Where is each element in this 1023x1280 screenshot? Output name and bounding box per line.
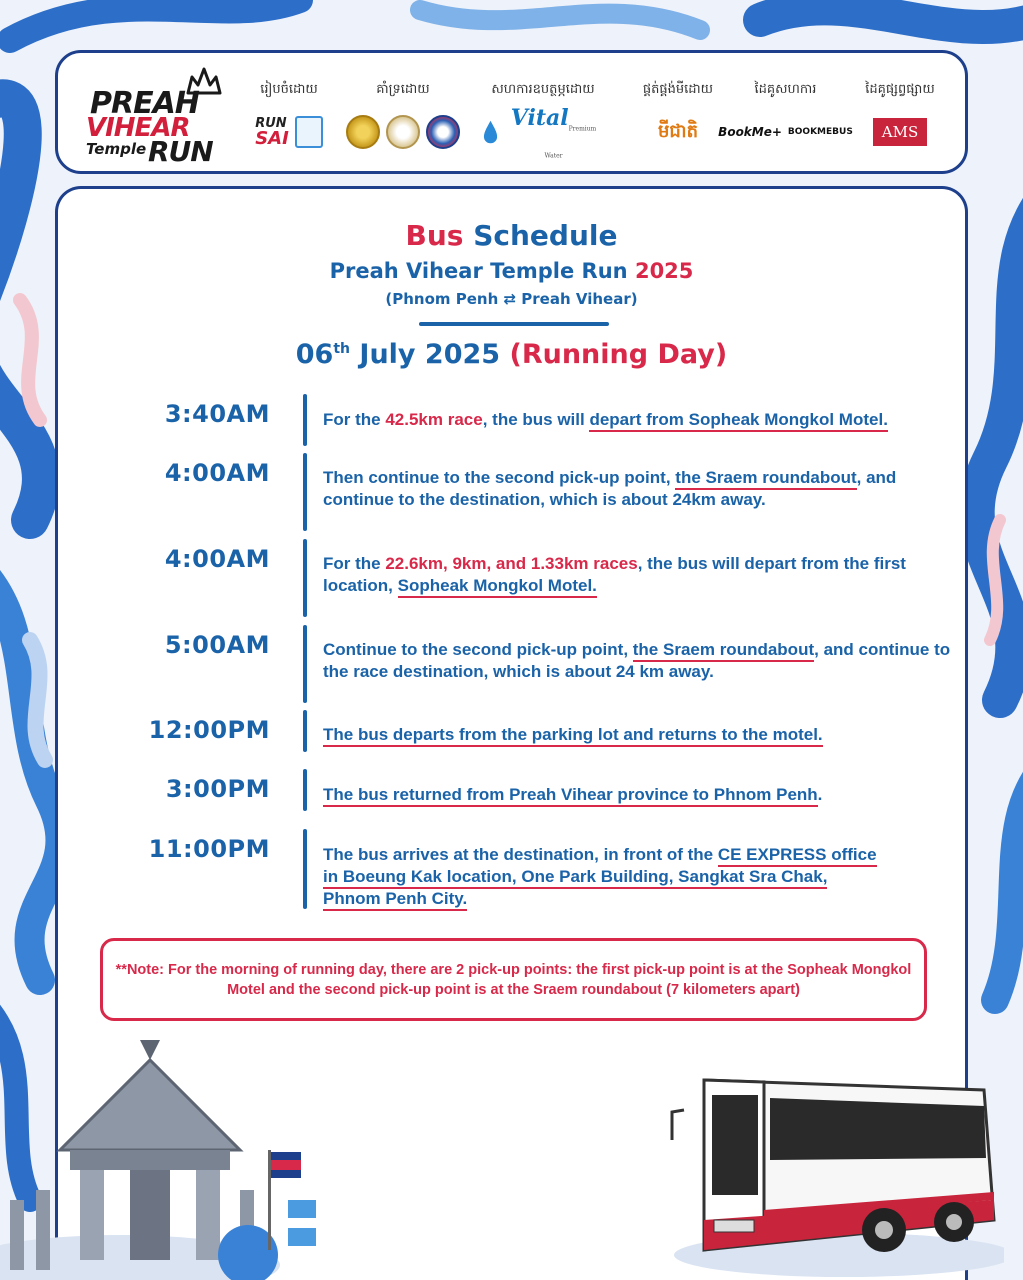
schedule-description: The bus departs from the parking lot and returns to the motel. [323,724,963,746]
schedule-description: The bus returned from Preah Vihear province to Phnom Penh. [323,784,963,806]
emblem-seal-icon [346,115,380,149]
federation-seal-icon [426,115,460,149]
sponsor-group-organizer [254,81,324,152]
sponsor-group-support [343,81,463,152]
ministry-logo-icon [295,116,323,148]
schedule-time: 3:00PM [165,775,270,803]
schedule-time: 5:00AM [164,631,270,659]
sponsor-title: ដៃគូផ្សព្វផ្សាយ [865,82,935,97]
timeline-bar [303,394,307,446]
logo-line-3: Temple [86,140,147,158]
timeline-bar [303,769,307,811]
schedule-time: 11:00PM [148,835,270,863]
timeline-bar [303,539,307,617]
sponsor-group-supplier [638,81,718,152]
timeline-bar [303,453,307,531]
schedule-description: Continue to the second pick-up point, the Sraem roundabout, and continue to the race destination, which is about 24 km away. [323,640,951,681]
sponsor-title: រៀបចំដោយ [260,82,318,97]
sponsor-header [55,50,968,174]
route-label: (Phnom Penh ⇄ Preah Vihear) [385,290,638,308]
sponsor-title: គាំទ្រដោយ [376,82,430,97]
water-drop-icon [483,119,498,145]
bookme-logo: BookMe+ [718,125,782,139]
schedule-time: 4:00AM [164,545,270,573]
sponsor-group-media [855,81,945,152]
runsai-logo: RUN SAI [255,115,289,149]
timeline-bar [303,829,307,909]
logo-line-1: PREAH [90,86,199,121]
sponsor-title: ដៃគូសហការ [754,82,817,97]
schedule-description: For the 42.5km race, the bus will depart from Sopheak Mongkol Motel. [323,409,963,431]
event-logo [86,65,226,168]
vital-logo: Vital$_{Premium Water}$ [510,104,597,160]
cambodia-flag-icon [271,1152,301,1178]
schedule-time: 4:00AM [164,459,270,487]
logo-line-2: VIHEAR [86,113,190,143]
bus-illustration-icon [664,1050,1004,1280]
ams-logo: AMS [873,118,927,146]
timeline-bar [303,625,307,703]
noodle-brand-logo: មីជាតិ [656,115,700,149]
schedule-time: 3:40AM [164,400,270,428]
schedule-description: The bus arrives at the destination, in front of the CE EXPRESS office in Boeung Kak location, One Park Building, Sangkat Sra Chak, Phnom Penh City. [323,844,963,910]
sponsor-title: ផ្គត់ផ្គង់មីដោយ [642,82,714,97]
title-divider [419,322,609,326]
sponsor-title: សហការឧបត្ថម្ភដោយ [491,82,595,97]
page-title: Bus Schedule [405,219,618,252]
schedule-description: Then continue to the second pick-up point, the Sraem roundabout, and continue to the destination, which is about 24km away. [323,468,897,509]
temple-illustration-icon [0,1040,340,1280]
sponsor-group-cosponsor [483,81,603,160]
bookmebus-logo: BOOKMEBUS [787,127,853,137]
pickup-note [100,938,927,1021]
schedule-time: 12:00PM [148,716,270,744]
sponsor-group-partner [713,81,858,152]
schedule-description: For the 22.6km, 9km, and 1.33km races, the bus will depart from the first location, Sopheak Mongkol Motel. [323,553,963,597]
event-date: 06th July 2025 (Running Day) [295,339,728,370]
pickup-note-text: **Note: For the morning of running day, there are 2 pick-up points: the first pick-up point is at the Sopheak Mongkol Motel and the second pick-up point is at the Sraem roundabout (7 kilometers apart) [115,961,912,998]
event-subtitle: Preah Vihear Temple Run 2025 [329,259,694,283]
timeline-bar [303,710,307,752]
logo-line-4: RUN [148,135,213,168]
temple-seal-icon [386,115,420,149]
